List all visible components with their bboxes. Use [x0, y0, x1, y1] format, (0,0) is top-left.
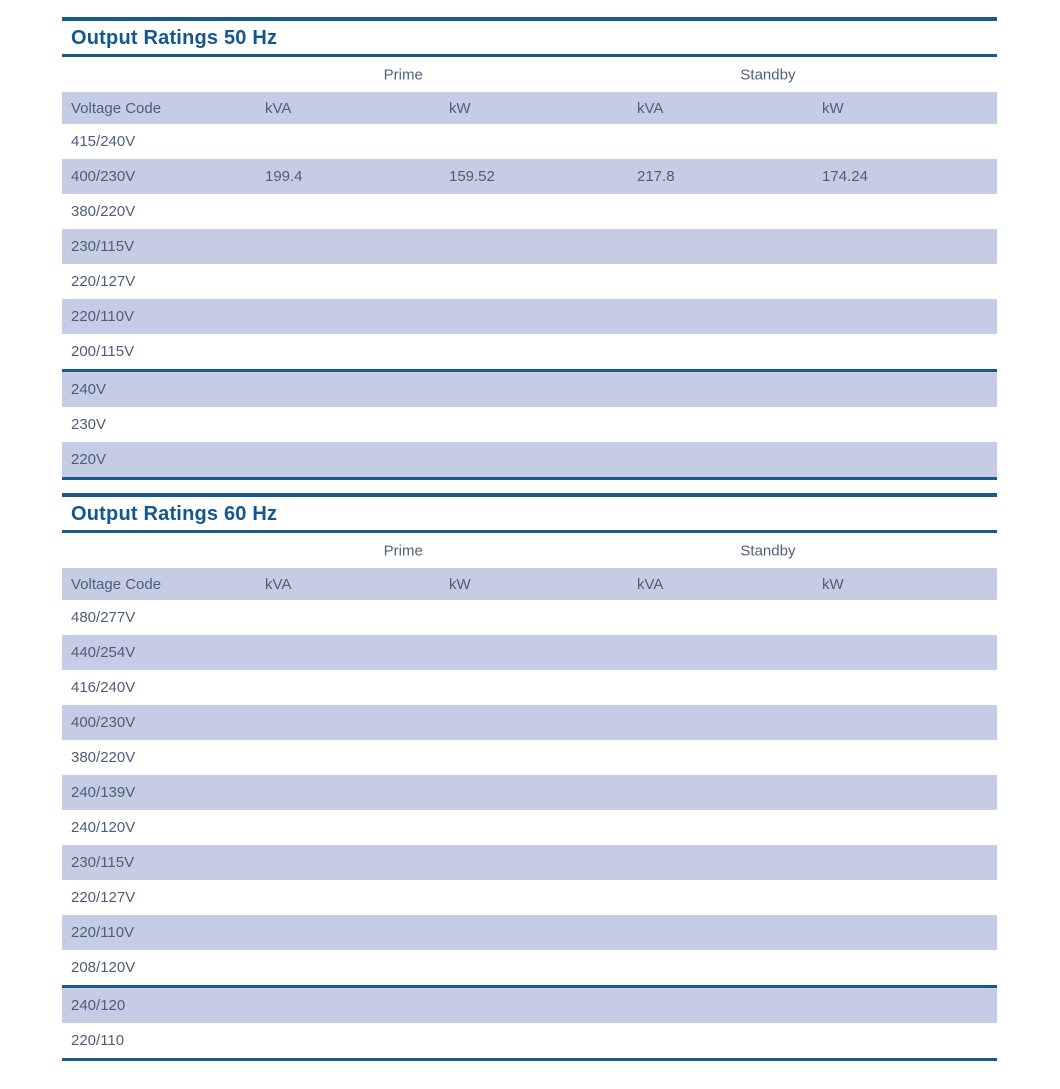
value-cell: 199.4 [264, 168, 303, 185]
voltage-code-cell: 400/230V [71, 168, 136, 185]
table-row [62, 845, 997, 880]
title-top-rule [62, 493, 997, 497]
table-row [62, 988, 997, 1023]
column-header-voltage-code: Voltage Code [71, 99, 162, 117]
voltage-code-cell: 230/115V [71, 238, 135, 255]
table-row [62, 124, 997, 159]
voltage-code-cell: 220/127V [71, 273, 136, 290]
voltage-code-cell: 400/230V [71, 714, 136, 731]
column-header-voltage-code: Voltage Code [71, 575, 162, 593]
voltage-code-cell: 240/120V [71, 819, 136, 836]
group-header-row [62, 533, 997, 568]
table-row [62, 442, 997, 477]
column-header-standby-kva: kVA [637, 575, 664, 593]
group-header-row [62, 57, 997, 92]
value-cell: 174.24 [822, 168, 868, 185]
group-header-prime: Prime [383, 542, 423, 559]
table-row [62, 299, 997, 334]
output-ratings-60hz-table [62, 493, 997, 1061]
table-row [62, 915, 997, 950]
table-row [62, 950, 997, 985]
voltage-code-cell: 230/115V [71, 854, 135, 871]
table-row [62, 635, 997, 670]
voltage-code-cell: 380/220V [71, 749, 136, 766]
table-title: Output Ratings 60 Hz [71, 503, 278, 525]
voltage-code-cell: 220V [71, 451, 107, 468]
table-row [62, 775, 997, 810]
table-body [62, 124, 997, 480]
table-row [62, 810, 997, 845]
voltage-code-cell: 416/240V [71, 679, 136, 696]
column-header-row [62, 568, 997, 600]
voltage-code-cell: 380/220V [71, 203, 136, 220]
table-row [62, 670, 997, 705]
spec-sheet [62, 0, 997, 1061]
group-header-prime: Prime [383, 66, 423, 83]
table-row [62, 1023, 997, 1058]
table-row [62, 372, 997, 407]
voltage-code-cell: 220/110V [71, 924, 135, 941]
table-bottom-rule [62, 477, 997, 480]
table-row [62, 334, 997, 369]
column-header-row [62, 92, 997, 124]
voltage-code-cell: 200/115V [71, 343, 135, 360]
table-row [62, 194, 997, 229]
title-top-rule [62, 17, 997, 21]
voltage-code-cell: 440/254V [71, 644, 136, 661]
column-header-standby-kva: kVA [637, 99, 664, 117]
table-row [62, 407, 997, 442]
output-ratings-50hz-table [62, 17, 997, 480]
table-body [62, 600, 997, 1061]
voltage-code-cell: 240/120 [71, 997, 126, 1014]
group-header-standby: Standby [740, 66, 796, 83]
voltage-code-cell: 208/120V [71, 959, 136, 976]
table-row [62, 705, 997, 740]
column-header-standby-kw: kW [822, 99, 844, 117]
column-header-prime-kw: kW [448, 99, 471, 117]
table-bottom-rule [62, 1058, 997, 1061]
voltage-code-cell: 220/127V [71, 889, 136, 906]
table-row [62, 264, 997, 299]
table-row [62, 740, 997, 775]
voltage-code-cell: 415/240V [71, 133, 136, 150]
table-row [62, 880, 997, 915]
value-cell: 159.52 [448, 168, 495, 185]
column-header-prime-kva: kVA [264, 575, 292, 593]
voltage-code-cell: 230V [71, 416, 107, 433]
table-row [62, 600, 997, 635]
voltage-code-cell: 480/277V [71, 609, 136, 626]
voltage-code-cell: 240V [71, 381, 107, 398]
column-header-prime-kva: kVA [264, 99, 292, 117]
voltage-code-cell: 240/139V [71, 784, 136, 801]
group-header-standby: Standby [740, 542, 796, 559]
table-title: Output Ratings 50 Hz [71, 27, 278, 49]
column-header-prime-kw: kW [448, 575, 471, 593]
voltage-code-cell: 220/110 [71, 1032, 125, 1049]
table-row [62, 159, 997, 194]
voltage-code-cell: 220/110V [71, 308, 135, 325]
column-header-standby-kw: kW [822, 575, 844, 593]
value-cell: 217.8 [637, 168, 675, 185]
table-row [62, 229, 997, 264]
